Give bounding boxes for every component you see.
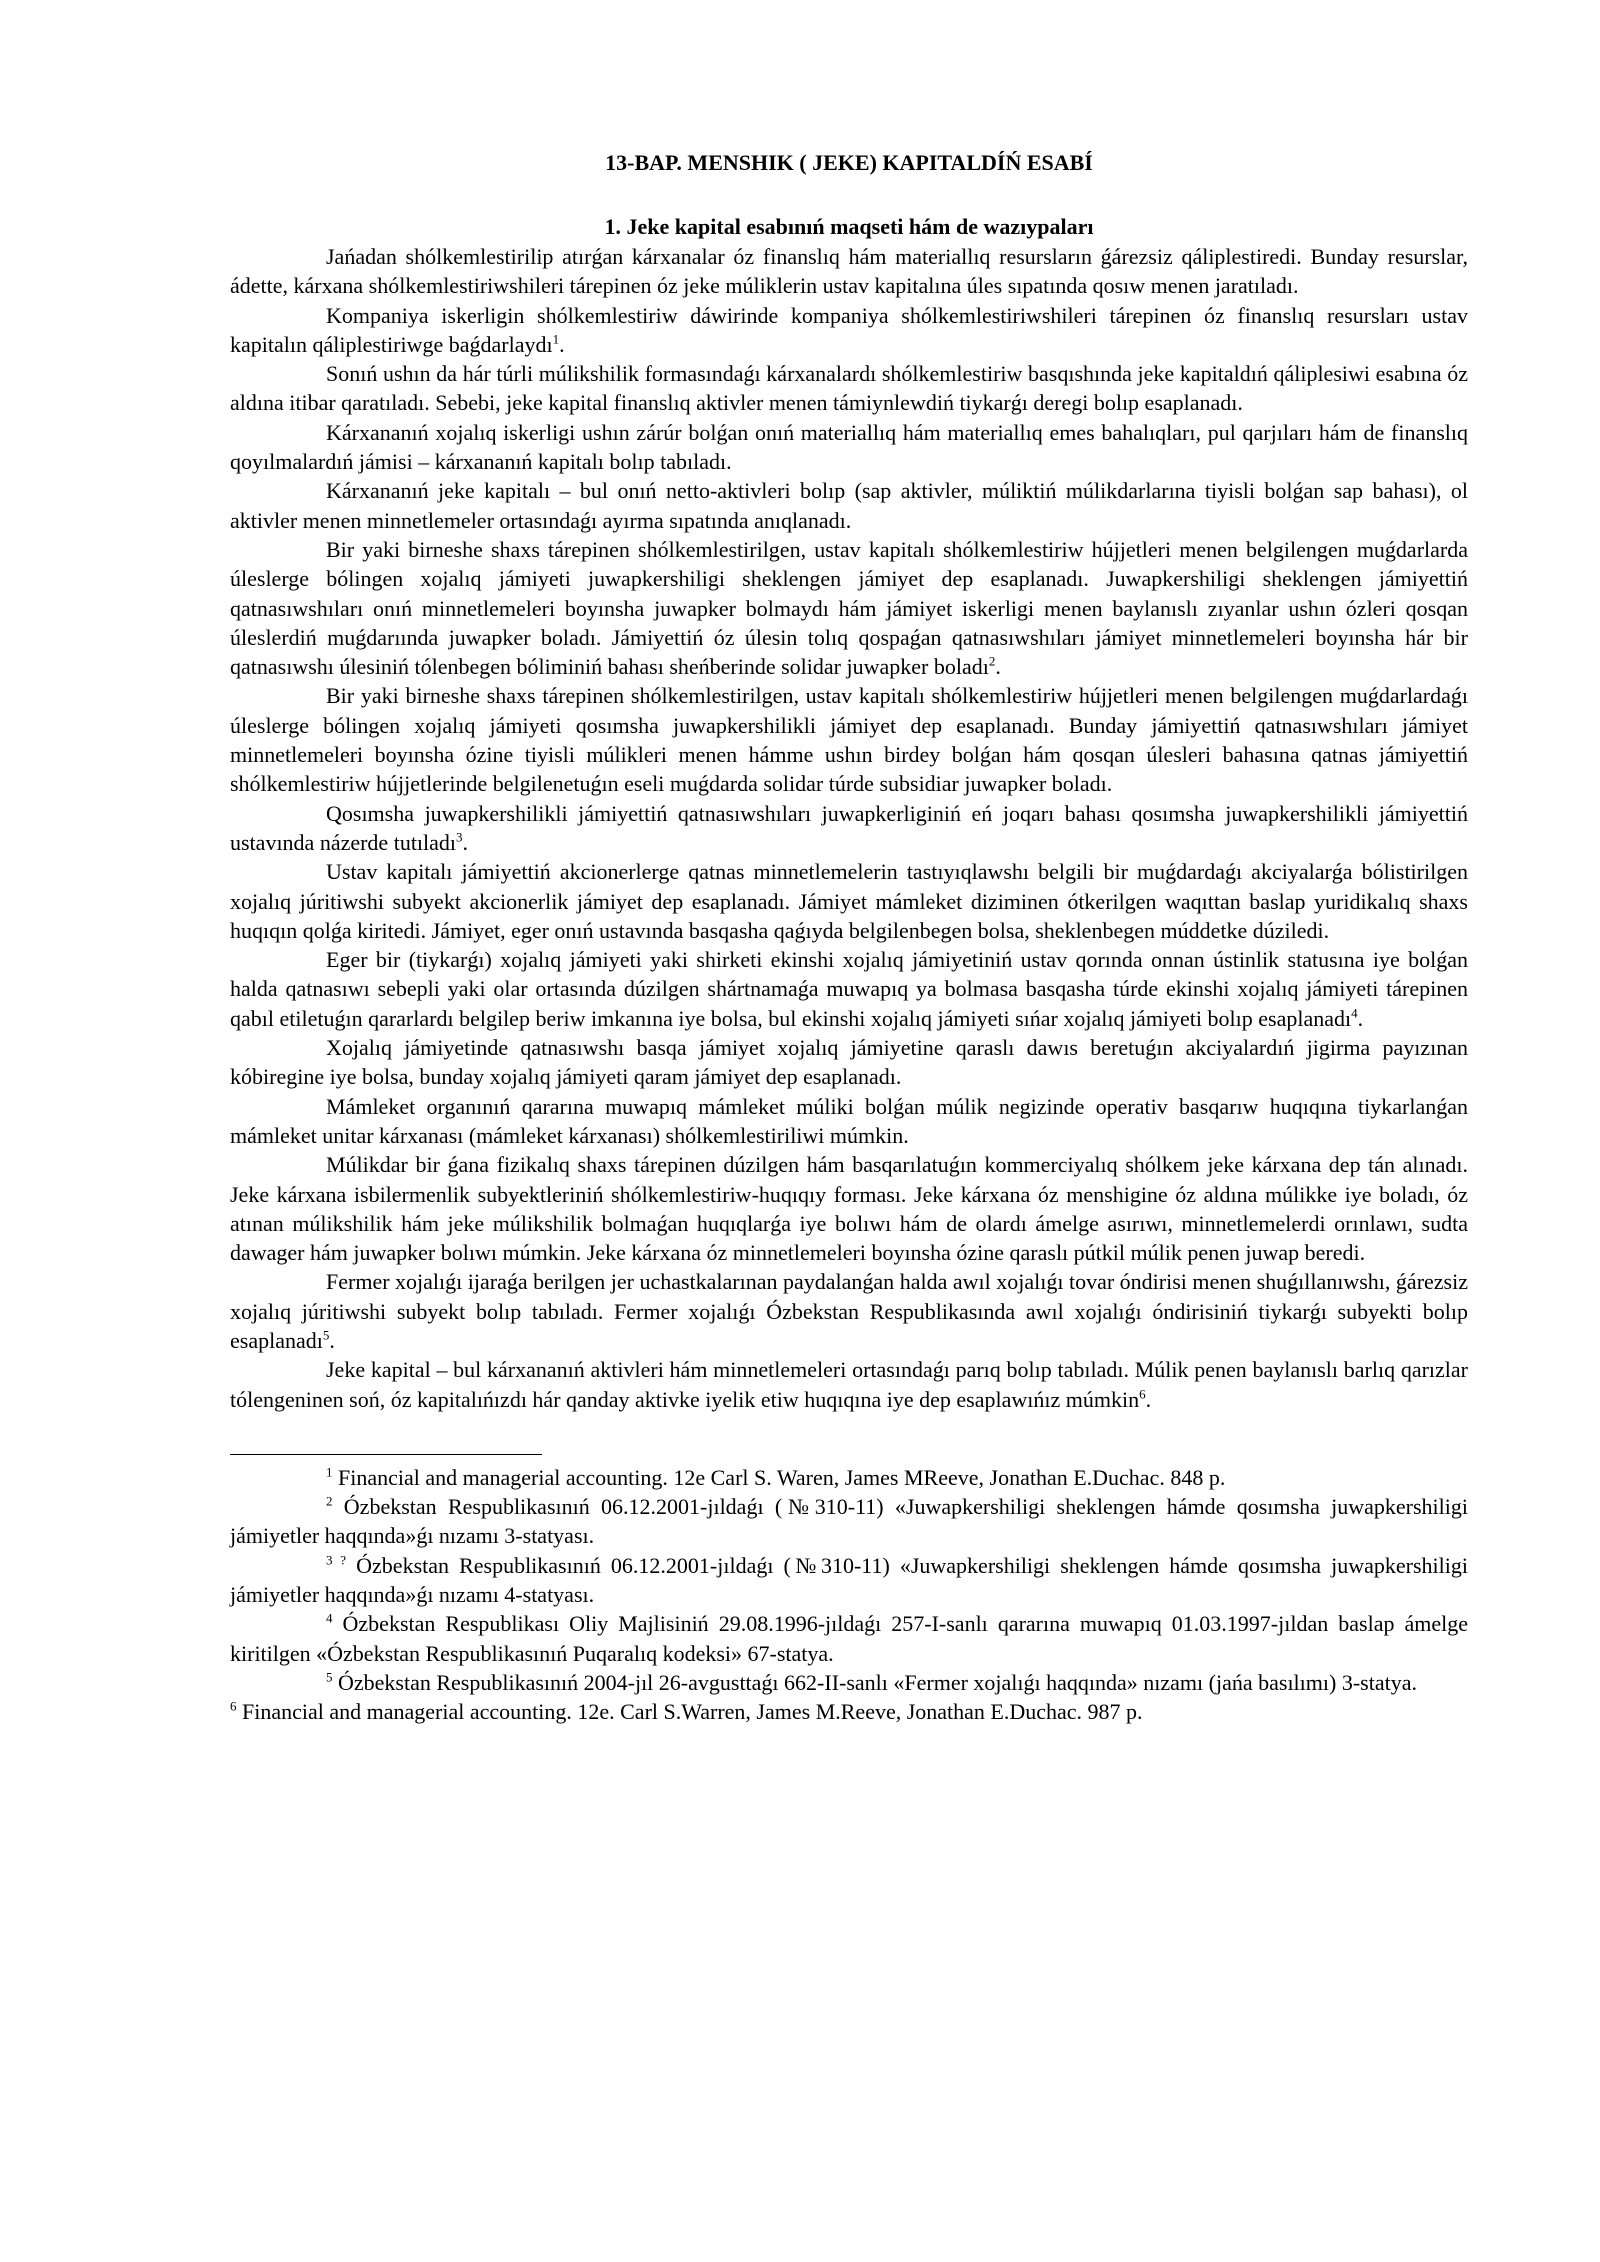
paragraph-tail: . [995, 654, 1001, 680]
paragraph-tail: . [559, 331, 565, 357]
paragraph-text: Kárxananıń jeke kapitalı – bul onıń netto-aktivleri bolıp (sap aktivler, múliktiń múlikdarlarına tiyisli bolǵan sap bahası), ol aktivler menen minnetlemeler ortasındaǵı ayırma sıpatında anıqlanadı. [230, 478, 1468, 533]
footnote-text: Ózbekstan Respublikasınıń 06.12.2001-jıldaǵı (№310-11) «Juwapkershiligi sheklengen hámde qosımsha juwapkershiligi jámiyetler haqqında»ǵı nızamı 4-statyası. [230, 1552, 1468, 1608]
paragraph-text: Kárxananıń xojalıq iskerligi ushın zárúr bolǵan onıń materiallıq hám materiallıq emes bahalıqları, pul qarjıları hám de finanslıq qoyılmalardıń jámisi – kárxananıń kapitalı bolıp tabıladı. [230, 419, 1468, 475]
paragraph-text: Jeke kapital – bul kárxananıń aktivleri hám minnetlemeleri ortasındaǵı parıq bolıp tabıladı. Múlik penen baylanıslı barlıq qarızlar tólengeninen soń, óz kapitalıńızdı hár qanday aktivke iyelik etiw huqıqına iye dep esaplawıńız múmkin [230, 1357, 1468, 1412]
footnote [230, 1668, 1468, 1697]
footnotes [230, 1463, 1468, 1727]
paragraph-text: Ustav kapitalı jámiyettiń akcionerlerge qatnas minnetlemelerin tastıyıqlawshı belgili bir muǵdardaǵı akciyalarǵa bólistirilgen xojalıq júritiwshi subyekt akcionerlik jámiyet dep esaplanadı. Jámiyet mámleket diziminen ótkerilgen waqıttan baslap yuridikalıq shaxs huqıqın qolǵa kiritedi. Jámiyet, eger onıń ustavında basqasha qaǵıyda belgilenbegen bolsa, sheklenbegen múddetke dúziledi. [230, 859, 1468, 943]
chapter-title: 13-BAP. MENSHIK ( JEKE) KAPITALDÍŃ ESABÍ [605, 150, 1093, 175]
document-page [230, 148, 1468, 1727]
paragraph-text: Fermer xojalıǵı ijaraǵa berilgen jer uchastkalarınan paydalanǵan halda awıl xojalıǵı tovar óndirisi menen shuǵıllanıwshı, ǵárezsiz xojalıq júritiwshi subyekt bolıp tabıladı. Fermer xojalıǵı Ózbekstan Respublikasında awıl xojalıǵı óndirisiniń tiykarǵı subyekti bolıp esaplanadı [230, 1269, 1468, 1353]
footnote-ref[interactable]: 4 [1351, 1005, 1358, 1021]
footnote-text: Ózbekstan Respublikası Oliy Majlisiniń 29.08.1996-jıldaǵı 257-I-sanlı qararına muwapıq 01.03.1997-jıldan baslap ámelge kiritilgen «Ózbekstan Respublikasınıń Puqaralıq kodeksi» 67-statya. [230, 1611, 1468, 1666]
paragraph-tail: . [329, 1327, 335, 1353]
paragraph [230, 799, 1468, 858]
paragraph-text: Sonıń ushın da hár túrli múlikshilik formasındaǵı kárxanalardı shólkemlestiriw basqıshında jeke kapitaldıń qáliplesiwi esabına óz aldına itibar qaratıladı. Sebebi, jeke kapital finanslıq aktivler menen támiynlewdiń tiykarǵı deregi bolıp esaplanadı. [230, 361, 1468, 416]
paragraph [230, 1355, 1468, 1414]
paragraph [230, 359, 1468, 418]
footnote-text: Financial and managerial accounting. 12e Carl S. Waren, James MReeve, Jonathan E.Duchac. 848 p. [332, 1464, 1226, 1490]
paragraph [230, 242, 1468, 301]
paragraph-text: Qosımsha juwapkershilikli jámiyettiń qatnasıwshıları juwapkerliginiń eń joqarı bahası qosımsha juwapkershilikli jámiyettiń ustavında názerde tutıladı [230, 800, 1468, 855]
paragraph-text: Bir yaki birneshe shaxs tárepinen shólkemlestirilgen, ustav kapitalı shólkemlestiriw hújjetleri menen belgilengen muǵdarlardaǵı úleslerge bólingen xojalıq jámiyeti qosımsha juwapkershilikli jámiyet dep esaplanadı. Bunday jámiyettiń qatnasıwshıları jámiyet minnetlemeleri boyınsha ózine tiyisli múlikleri menen hámme ushın birdey bolǵan hám qosqan úlesleri bahasına qatnas jámiyettiń shólkemlestiriw hújjetlerinde belgilenetuǵın eseli muǵdarda solidar túrde subsidiar juwapker boladı. [230, 683, 1468, 797]
paragraph-tail: . [462, 829, 469, 855]
footnote [230, 1492, 1468, 1551]
footnote-mark: 1 [326, 1464, 333, 1480]
paragraph [230, 1150, 1468, 1267]
paragraph [230, 476, 1468, 535]
footnote-mark: 3 ? [326, 1552, 347, 1568]
footnote-ref[interactable]: 3 [456, 829, 463, 845]
footnote [230, 1551, 1468, 1610]
footnote-ref[interactable]: 6 [1139, 1386, 1146, 1402]
footnote [230, 1609, 1468, 1668]
footnote [230, 1463, 1468, 1492]
footnote-mark: 2 [326, 1493, 333, 1509]
footnote-text: Financial and managerial accounting. 12e. Carl S.Warren, James M.Reeve, Jonathan E.Duchac. 987 p. [236, 1699, 1143, 1725]
paragraph-text: Eger bir (tiykarǵı) xojalıq jámiyeti yaki shirketi ekinshi xojalıq jámiyetiniń ustav qorında onnan ústinlik statusına iye bolǵan halda qatnasıwı sebepli yaki olar ortasında dúzilgen shártnamaǵa muwapıq ya bolmasa basqasha túrde ekinshi xojalıq jámiyeti tárepinen qabıl etiletuǵın qararlardı belgilep beriw imkanına iye bolsa, bul ekinshi xojalıq jámiyeti sıńar xojalıq jámiyeti bolıp esaplanadı [230, 947, 1468, 1031]
section-title: 1. Jeke kapital esabınıń maqseti hám de wazıypaları [604, 214, 1094, 239]
paragraph-text: Kompaniya iskerligin shólkemlestiriw dáwirinde kompaniya shólkemlestiriwshileri tárepinen óz finanslıq resursları ustav kapitalın qáliplestiriwge baǵdarlaydı [230, 302, 1468, 357]
paragraph [230, 681, 1468, 798]
paragraph [230, 535, 1468, 681]
paragraph-text: Xojalıq jámiyetinde qatnasıwshı basqa jámiyet xojalıq jámiyetine qaraslı dawıs beretuǵın akciyalardıń jigirma payızınan kóbiregine iye bolsa, bunday xojalıq jámiyeti qaram jámiyet dep esaplanadı. [230, 1035, 1468, 1090]
paragraph [230, 301, 1468, 360]
footnote-ref[interactable]: 1 [552, 331, 560, 347]
paragraph [230, 1033, 1468, 1092]
paragraph [230, 857, 1468, 945]
paragraph [230, 1267, 1468, 1355]
paragraph-tail: . [1357, 1005, 1364, 1031]
footnote-ref[interactable]: 2 [988, 653, 996, 669]
paragraph-text: Múlikdar bir ǵana fizikalıq shaxs tárepinen dúzilgen hám basqarılatuǵın kommerciyalıq shólkem jeke kárxana dep tán alınadı. Jeke kárxana isbilermenlik subyektleriniń shólkemlestiriw-huqıqıy forması. Jeke kárxana óz menshigine óz aldına múlikke iye boladı, óz atınan múlikshilik hám jeke múlikshilik bolmaǵan huqıqlarǵa iye bolıwı hám de olardı ámelge asırıwı, minnetlemelerdi orınlawı, sudta dawager hám juwapker bolıwı múmkin. Jeke kárxana óz minnetlemeleri boyınsha ózine qaraslı pútkil múlik penen juwap beredi. [230, 1152, 1468, 1266]
footnote-mark: 5 [326, 1669, 333, 1685]
paragraph-tail: . [1145, 1386, 1152, 1412]
footnote-mark: 6 [230, 1698, 237, 1714]
footnote-ref[interactable]: 5 [322, 1327, 330, 1343]
body-text [230, 242, 1468, 1414]
paragraph [230, 418, 1468, 477]
paragraph [230, 945, 1468, 1033]
paragraph-text: Jańadan shólkemlestirilip atırǵan kárxanalar óz finanslıq hám materiallıq resursların ǵárezsiz qáliplestiredi. Bunday resurslar, ádette, kárxana shólkemlestiriwshileri tárepinen óz jeke múliklerin ustav kapitalına úles sıpatında qosıw menen jaratıladı. [230, 244, 1468, 299]
footnote [230, 1697, 1468, 1726]
paragraph [230, 1092, 1468, 1151]
paragraph-text: Mámleket organınıń qararına muwapıq mámleket múliki bolǵan múlik negizinde operativ basqarıw huqıqına tiykarlanǵan mámleket unitar kárxanası (mámleket kárxanası) shólkemlestiriliwi múmkin. [230, 1093, 1468, 1148]
footnote-text: Ózbekstan Respublikasınıń 06.12.2001-jıldaǵı (№310-11) «Juwapkershiligi sheklengen hámde qosımsha juwapkershiligi jámiyetler haqqında»ǵı nızamı 3-statyası. [230, 1494, 1468, 1549]
footnote-text: Ózbekstan Respublikasınıń 2004-jıl 26-avgusttaǵı 662-II-sanlı «Fermer xojalıǵı haqqında» nızamı (jańa basılımı) 3-statya. [332, 1669, 1417, 1695]
paragraph-text: Bir yaki birneshe shaxs tárepinen shólkemlestirilgen, ustav kapitalı shólkemlestiriw hújjetleri menen belgilengen muǵdarlarda úleslerge bólingen xojalıq jámiyeti juwapkershiligi sheklengen jámiyet dep esaplanadı. Juwapkershiligi sheklengen jámiyettiń qatnasıwshıları onıń minnetlemeleri boyınsha juwapker bolmaydı hám jámiyet iskerligi menen baylanıslı zıyanlar ushın ózleri qosqan úleslerdiń muǵdarıında juwapker boladı. Jámiyettiń óz úlesin tolıq qospaǵan qatnasıwshıları jámiyet minnetlemeleri boyınsha hár bir qatnasıwshı úlesiniń tólenbegen bóliminiń bahası sheńberinde solidar juwapker boladı [230, 536, 1468, 680]
footnote-separator [230, 1454, 542, 1455]
footnote-mark: 4 [326, 1611, 333, 1627]
